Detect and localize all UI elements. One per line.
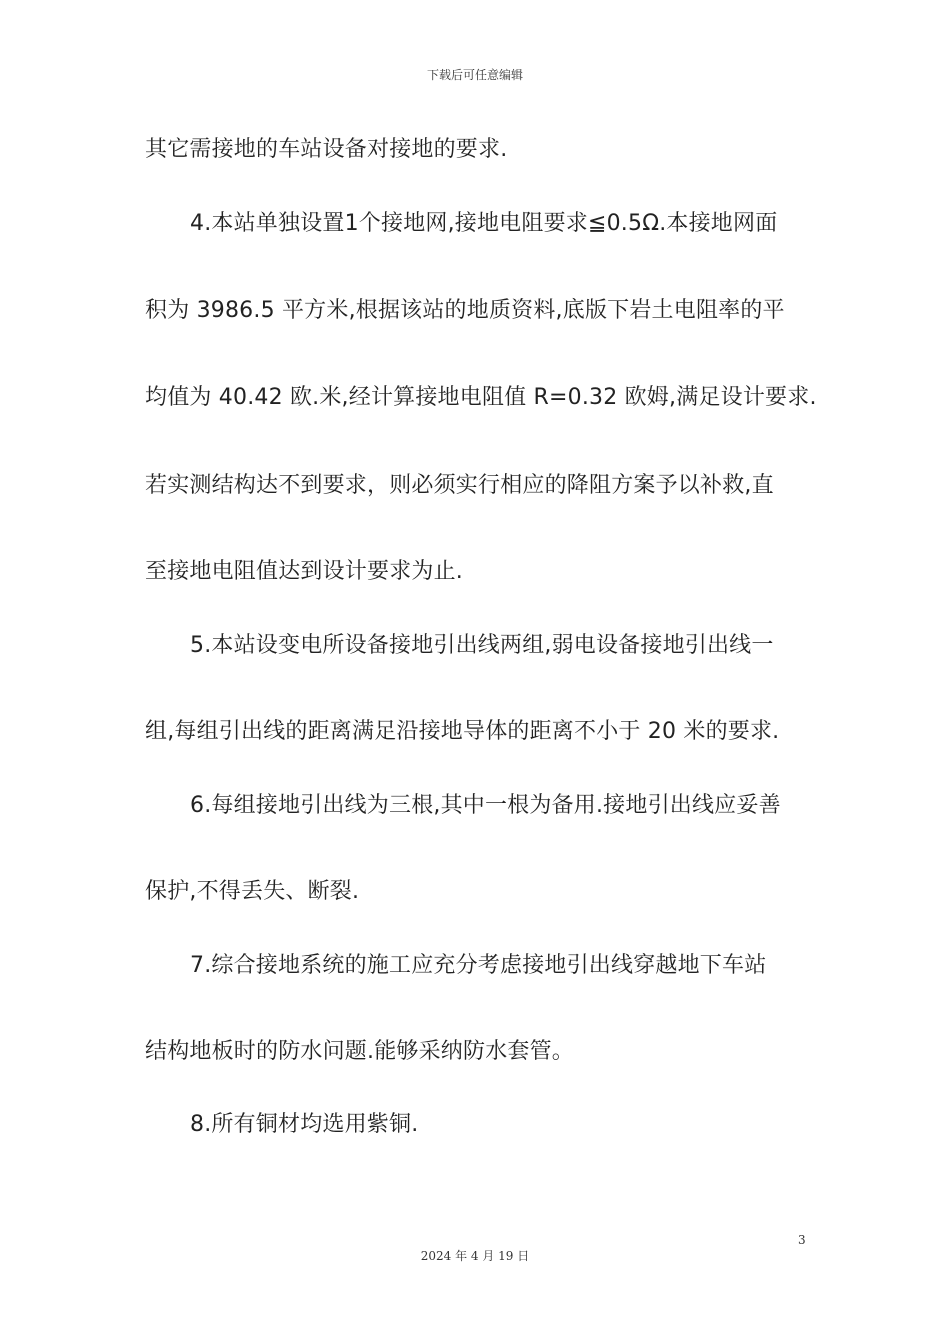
paragraph-line: 4.本站单独设置1个接地网,接地电阻要求≦0.5Ω.本接地网面 <box>190 211 778 236</box>
paragraph-line: 若实测结构达不到要求，则必须实行相应的降阻方案予以补救,直 <box>145 473 774 498</box>
paragraph-line: 组,每组引出线的距离满足沿接地导体的距离不小于 20 米的要求. <box>145 719 780 744</box>
paragraph-line: 结构地板时的防水问题.能够采纳防水套管。 <box>145 1039 574 1064</box>
paragraph-line: 8.所有铜材均选用紫铜. <box>190 1112 419 1137</box>
paragraph-line: 6.每组接地引出线为三根,其中一根为备用.接地引出线应妥善 <box>190 793 781 818</box>
page-number: 3 <box>798 1233 806 1247</box>
paragraph-line: 至接地电阻值达到设计要求为止. <box>145 559 463 584</box>
paragraph-line: 保护,不得丢失、断裂. <box>145 879 360 904</box>
paragraph-line: 均值为 40.42 欧.米,经计算接地电阻值 R=0.32 欧姆,满足设计要求. <box>145 385 817 410</box>
paragraph-line: 7.综合接地系统的施工应充分考虑接地引出线穿越地下车站 <box>190 953 767 978</box>
paragraph-line: 积为 3986.5 平方米,根据该站的地质资料,底版下岩土电阻率的平 <box>145 298 785 323</box>
page-header: 下载后可任意编辑 <box>426 68 523 82</box>
footer-date: 2024 年 4 月 19 日 <box>420 1249 530 1263</box>
paragraph-line: 其它需接地的车站设备对接地的要求. <box>145 137 508 162</box>
paragraph-line: 5.本站设变电所设备接地引出线两组,弱电设备接地引出线一 <box>190 633 774 658</box>
